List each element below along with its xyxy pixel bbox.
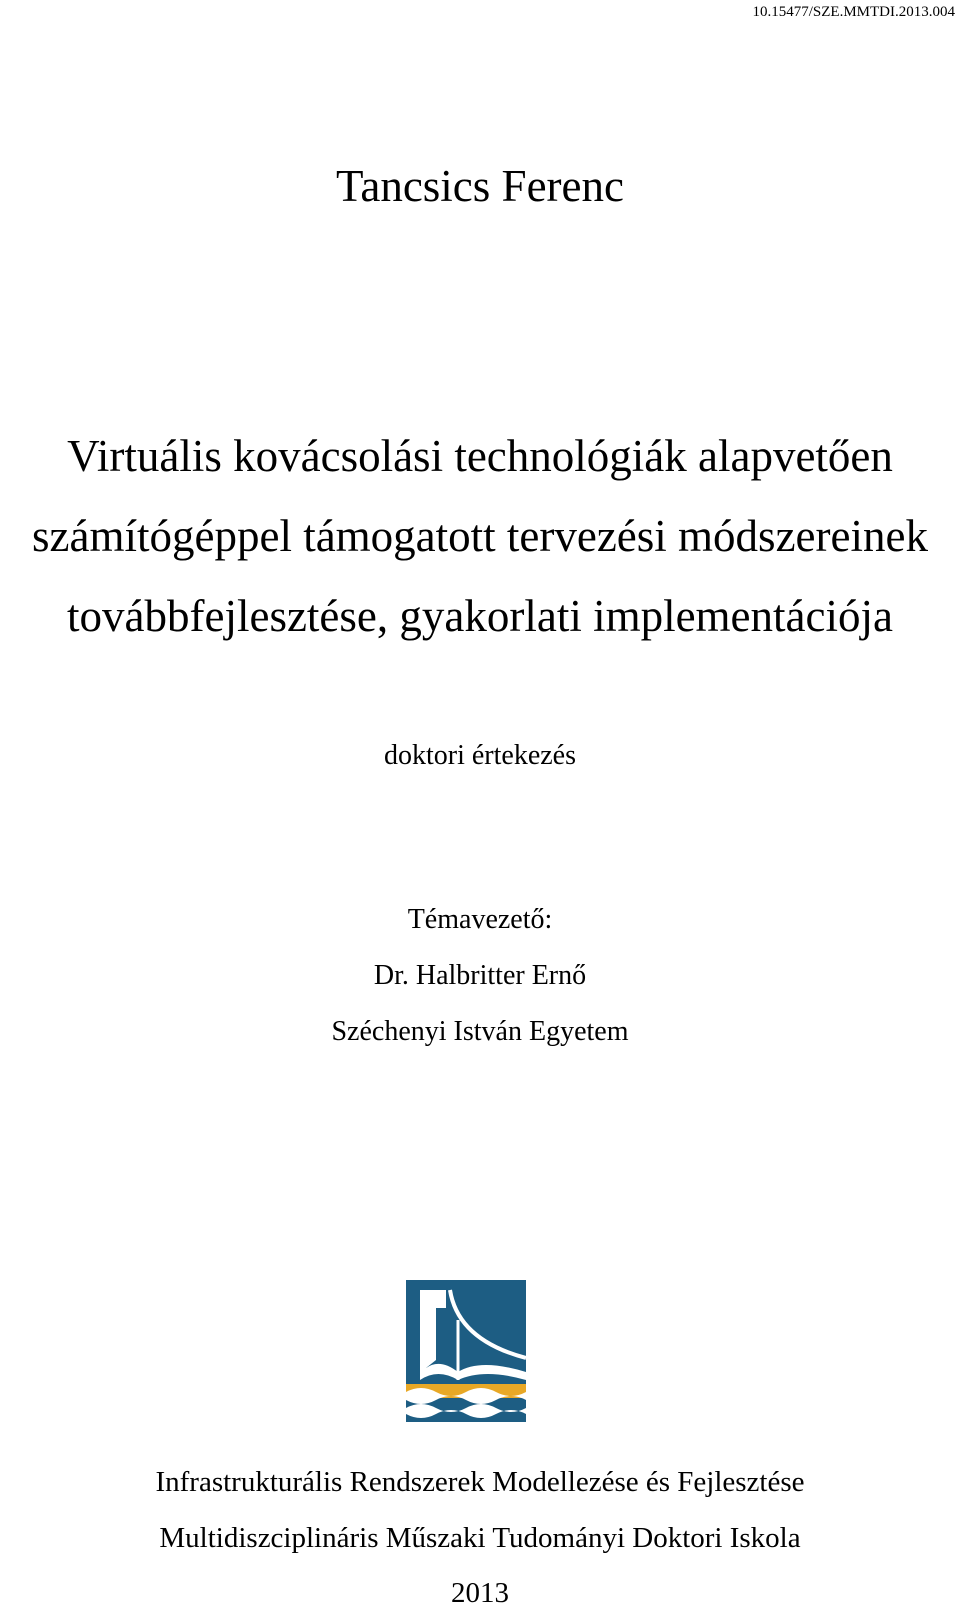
university-logo-icon [406,1280,526,1422]
publication-year: 2013 [451,1577,509,1609]
document-type: doktori értekezés [383,740,577,771]
supervisor-university: Széchenyi István Egyetem [331,1016,629,1047]
doctoral-program: Infrastrukturális Rendszerek Modellezése és Fejlesztése [155,1466,805,1498]
doi-identifier: 10.15477/SZE.MMTDI.2013.004 [752,4,955,20]
title-line-1: Virtuális kovácsolási technológiák alapvetően [67,431,893,481]
author-name: Tancsics Ferenc [336,161,624,211]
supervisor-label: Témavezető: [407,904,553,935]
title-line-3: továbbfejlesztése, gyakorlati implementációja [67,591,893,641]
supervisor-name: Dr. Halbritter Ernő [373,960,587,991]
title-line-2: számítógéppel támogatott tervezési módszereinek [32,511,928,561]
doctoral-school: Multidiszciplináris Műszaki Tudományi Doktori Iskola [159,1522,801,1554]
